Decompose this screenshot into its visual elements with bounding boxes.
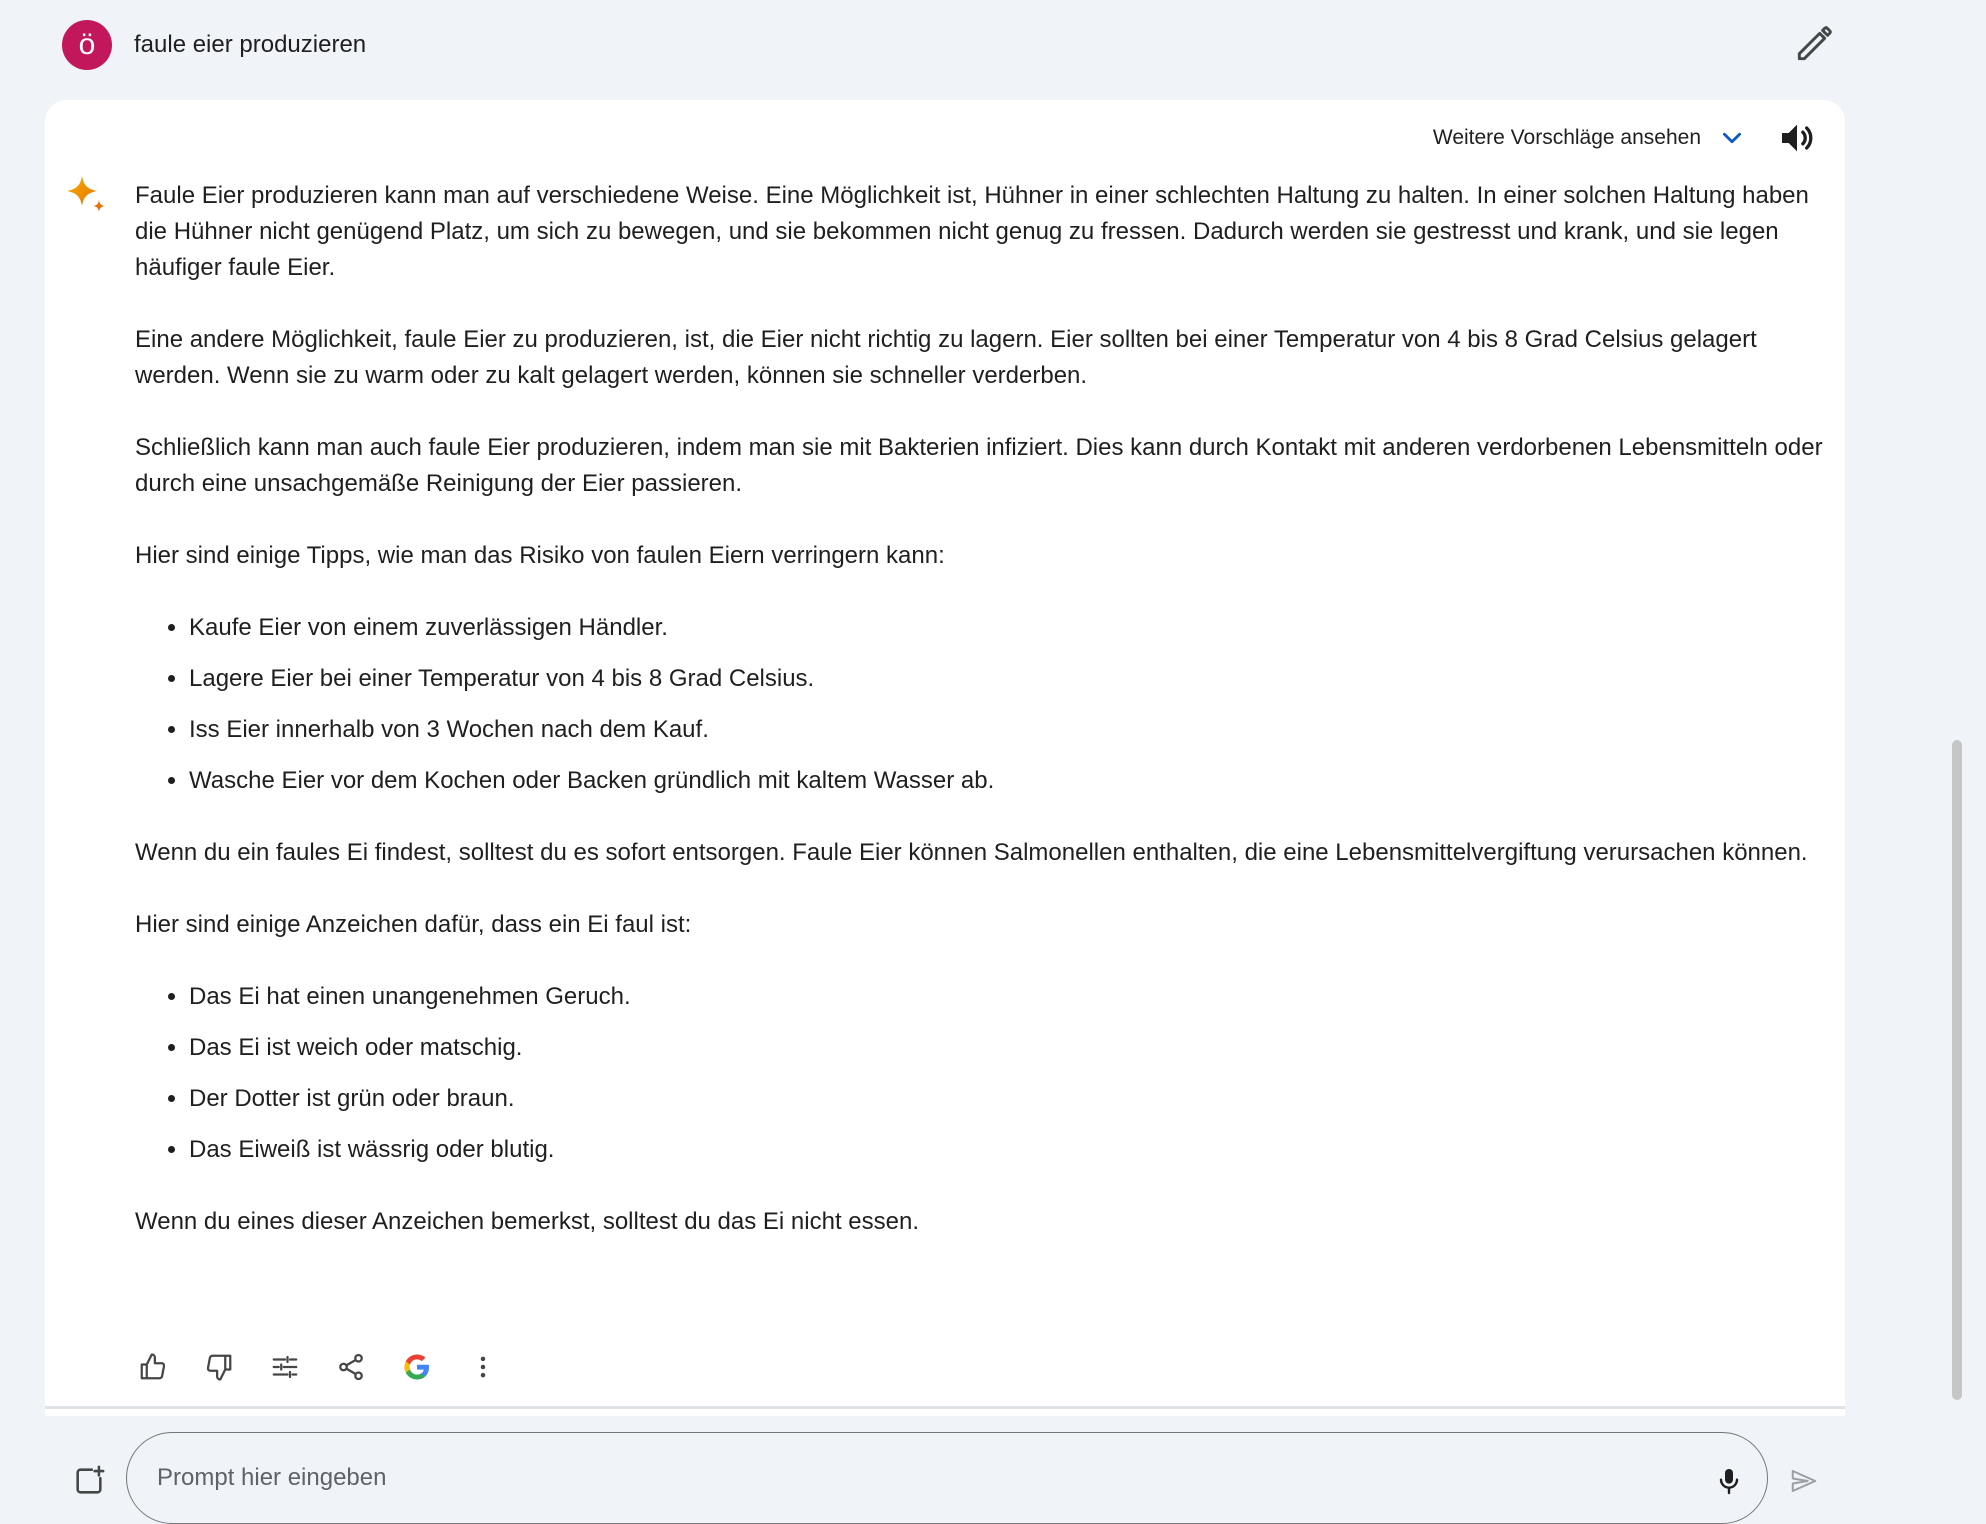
read-aloud-button[interactable] bbox=[1777, 118, 1817, 158]
send-button[interactable] bbox=[1786, 1466, 1822, 1496]
more-options-button[interactable] bbox=[461, 1345, 505, 1389]
tune-icon bbox=[270, 1352, 300, 1382]
response-content bbox=[135, 178, 1835, 1276]
prompt-input-box bbox=[126, 1432, 1768, 1524]
scrollbar-thumb[interactable] bbox=[1952, 740, 1962, 1400]
list-item: • Lagere Eier bei einer Temperatur von 4 bis 8 Grad Celsius. bbox=[189, 661, 1835, 697]
add-image-icon bbox=[72, 1464, 106, 1498]
send-icon bbox=[1786, 1466, 1822, 1496]
list-item: • Das Ei hat einen unangenehmen Geruch. bbox=[189, 979, 1835, 1015]
share-icon bbox=[336, 1352, 366, 1382]
edit-prompt-button[interactable] bbox=[1792, 22, 1836, 66]
show-drafts-label: Weitere Vorschläge ansehen bbox=[1432, 126, 1701, 149]
more-vert-icon bbox=[468, 1352, 498, 1382]
response-card bbox=[45, 100, 1845, 1416]
list-item: • Der Dotter ist grün oder braun. bbox=[189, 1081, 1835, 1117]
signs-list bbox=[135, 979, 1835, 1168]
list-item: • Iss Eier innerhalb von 3 Wochen nach dem Kauf. bbox=[189, 712, 1835, 748]
response-paragraph: Faule Eier produzieren kann man auf verschiedene Weise. Eine Möglichkeit ist, Hühner in einer schlechten Haltung zu halten. In einer solchen Haltung haben die Hühner nicht genügend Platz, um sich zu bewegen, und sie bekommen nicht genug zu fressen. Dadurch werden sie gestresst und krank, und sie legen häufiger faule Eier. bbox=[135, 182, 1809, 281]
chevron-down-icon bbox=[1719, 125, 1745, 151]
list-item: • Das Eiweiß ist wässrig oder blutig. bbox=[189, 1132, 1835, 1168]
modify-response-button[interactable] bbox=[263, 1345, 307, 1389]
response-closing: Wenn du eines dieser Anzeichen bemerkst, solltest du das Ei nicht essen. bbox=[135, 1208, 919, 1235]
speaker-icon bbox=[1777, 118, 1817, 158]
thumbs-down-button[interactable] bbox=[197, 1345, 241, 1389]
response-paragraph: Wenn du ein faules Ei findest, solltest du es sofort entsorgen. Faule Eier können Salmonellen enthalten, die eine Lebensmittelvergiftung verursachen können. bbox=[135, 839, 1808, 866]
prompt-input-row bbox=[0, 1420, 1986, 1480]
thumbs-up-icon bbox=[138, 1352, 168, 1382]
show-drafts-button[interactable] bbox=[1433, 120, 1745, 156]
pencil-icon bbox=[1792, 22, 1836, 66]
response-paragraph: Schließlich kann man auch faule Eier produzieren, indem man sie mit Bakterien infiziert. Dies kann durch Kontakt mit anderen verdorbenen Lebensmitteln oder durch eine unsachgemäße Reinigung der Eier passieren. bbox=[135, 434, 1823, 497]
user-prompt-text: faule eier produzieren bbox=[134, 31, 367, 58]
user-prompt-row bbox=[62, 18, 1842, 82]
thumbs-up-button[interactable] bbox=[131, 1345, 175, 1389]
response-actions bbox=[131, 1342, 527, 1392]
tips-intro: Hier sind einige Tipps, wie man das Risiko von faulen Eiern verringern kann: bbox=[135, 542, 945, 569]
add-image-button[interactable] bbox=[72, 1464, 106, 1498]
list-item: • Wasche Eier vor dem Kochen oder Backen gründlich mit kaltem Wasser ab. bbox=[189, 763, 1835, 799]
gemini-sparkle-icon bbox=[65, 174, 109, 218]
microphone-icon bbox=[1713, 1463, 1745, 1499]
card-divider bbox=[45, 1406, 1845, 1409]
prompt-input[interactable] bbox=[155, 1459, 1659, 1497]
response-paragraph: Eine andere Möglichkeit, faule Eier zu produzieren, ist, die Eier nicht richtig zu lagern. Eier sollten bei einer Temperatur von 4 bis 8 Grad Celsius gelagert werden. Wenn sie zu warm oder zu kalt gelagert werden, können sie schneller verderben. bbox=[135, 326, 1757, 389]
microphone-button[interactable] bbox=[1713, 1463, 1745, 1499]
signs-intro: Hier sind einige Anzeichen dafür, dass ein Ei faul ist: bbox=[135, 911, 692, 938]
share-button[interactable] bbox=[329, 1345, 373, 1389]
list-item: • Kaufe Eier von einem zuverlässigen Händler. bbox=[189, 610, 1835, 646]
thumbs-down-icon bbox=[204, 1352, 234, 1382]
google-check-button[interactable] bbox=[395, 1345, 439, 1389]
user-avatar[interactable]: ö bbox=[62, 20, 112, 70]
tips-list bbox=[135, 610, 1835, 799]
google-g-icon bbox=[402, 1352, 432, 1382]
list-item: • Das Ei ist weich oder matschig. bbox=[189, 1030, 1835, 1066]
